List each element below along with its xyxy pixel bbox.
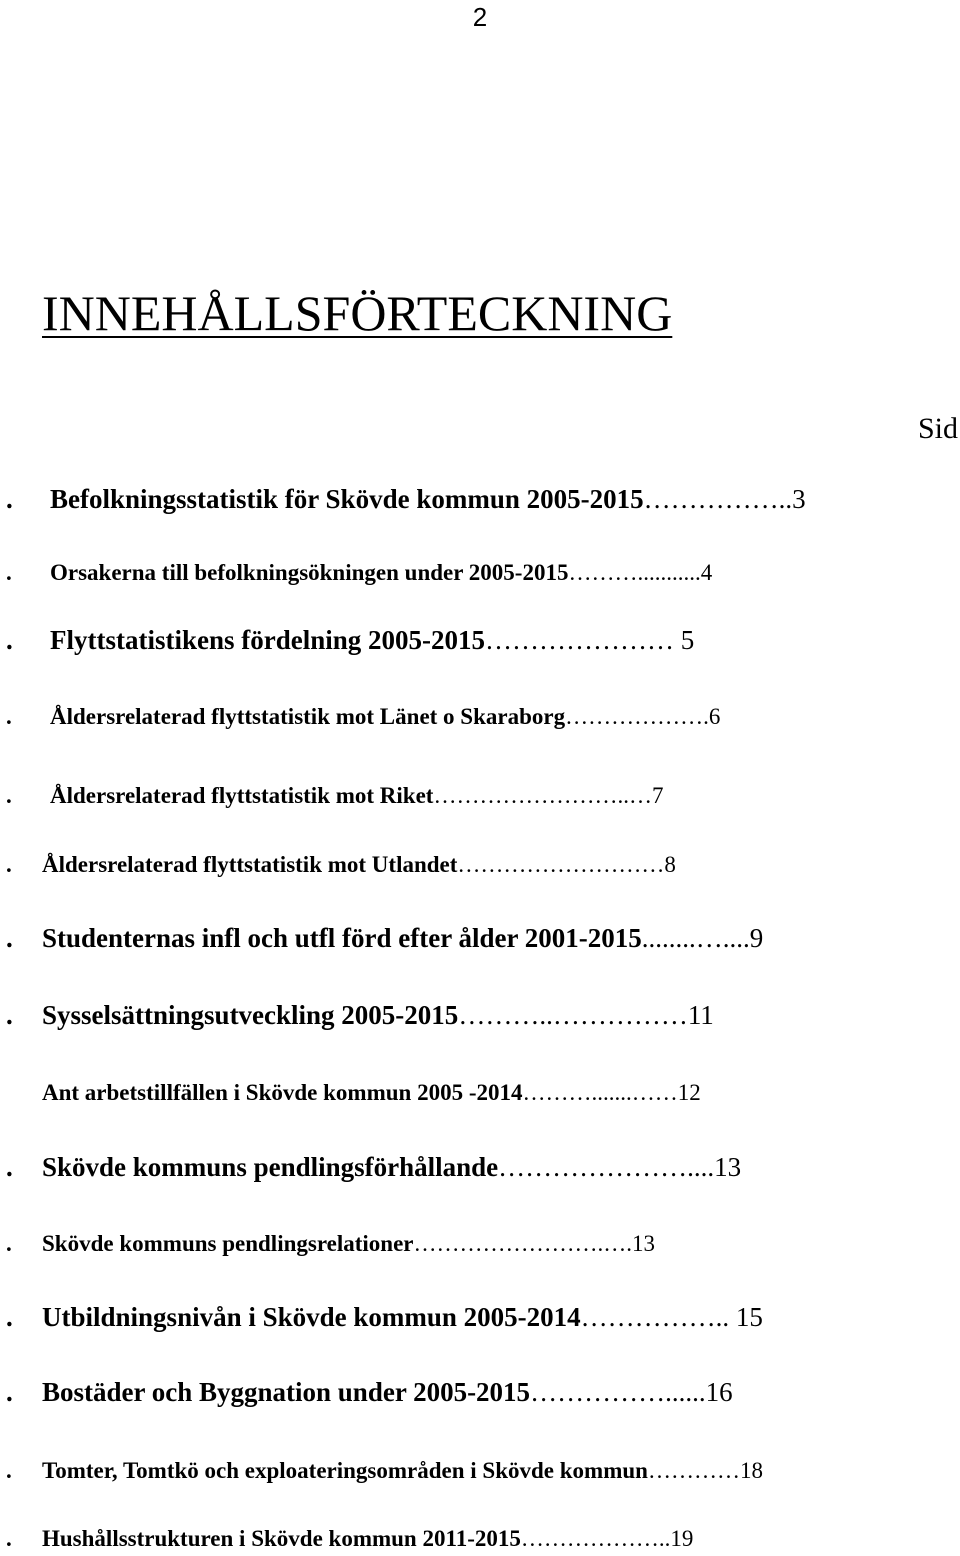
toc-entry-title: Bostäder och Byggnation under 2005-2015 xyxy=(42,1377,531,1407)
toc-entry-bullet: . xyxy=(6,560,12,585)
toc-entry-page: 13 xyxy=(714,1152,742,1182)
toc-entry-leader: ………… xyxy=(647,1458,740,1483)
toc-entry-title: Åldersrelaterad flyttstatistik mot Riket xyxy=(50,783,434,808)
toc-entry-title: Tomter, Tomtkö och exploateringsområden i Skövde kommun xyxy=(42,1458,648,1483)
toc-entry-page: 6 xyxy=(708,704,721,729)
toc-entry-page: 12 xyxy=(677,1080,701,1105)
toc-entry-bullet: . xyxy=(6,484,13,514)
toc-entry-page: 13 xyxy=(631,1231,655,1256)
toc-entry-bullet: . xyxy=(6,783,12,808)
toc-entry-page: 16 xyxy=(705,1377,733,1407)
toc-entry-page: ..4 xyxy=(689,560,713,585)
toc-entry-leader: ……………………..… xyxy=(433,783,652,808)
toc-entry-leader: ……………...... xyxy=(530,1377,706,1407)
toc-title: INNEHÅLLSFÖRTECKNING xyxy=(42,285,673,341)
toc-entry-leader: ………………… xyxy=(485,625,681,655)
toc-entry-page: 11 xyxy=(687,1000,714,1030)
toc-entry-leader: …………………….…. xyxy=(413,1231,632,1256)
toc-entry-title: Skövde kommuns pendlingsförhållande xyxy=(42,1152,499,1182)
toc-entry-bullet: . xyxy=(6,704,12,729)
toc-entry-title: Sysselsättningsutveckling 2005-2015 xyxy=(42,1000,459,1030)
page-number: 2 xyxy=(472,2,488,32)
toc-entry-leader: …………….. xyxy=(643,484,793,514)
toc-entry-page: 5 xyxy=(680,625,695,655)
toc-entry-leader: …………….. xyxy=(580,1302,736,1332)
toc-entry-page: 9 xyxy=(749,923,764,953)
toc-entry-title: Orsakerna till befolkningsökningen under 2005-2015 xyxy=(50,560,569,585)
toc-entry-leader: ........….... xyxy=(641,923,750,953)
toc-entry-title: Åldersrelaterad flyttstatistik mot Utlandet xyxy=(42,852,458,877)
toc-entry-bullet: . xyxy=(6,1526,12,1551)
toc-entry-title: Skövde kommuns pendlingsrelationer xyxy=(42,1231,414,1256)
toc-entry-bullet: . xyxy=(6,1302,13,1332)
toc-entry-bullet: . xyxy=(6,1152,13,1182)
toc-entry-title: Åldersrelaterad flyttstatistik mot Länet o Skaraborg xyxy=(50,704,566,729)
toc-entry-page: 8 xyxy=(664,852,676,877)
toc-entry-bullet: . xyxy=(6,625,13,655)
toc-entry-bullet: . xyxy=(6,852,12,877)
toc-entry-title: Befolkningsstatistik för Skövde kommun 2005-2015 xyxy=(50,484,644,514)
toc-entry-bullet: . xyxy=(6,923,13,953)
toc-entry-page: 3 xyxy=(792,484,806,514)
toc-entry-leader: ………………. xyxy=(565,704,709,729)
toc-entry-leader: ………......... xyxy=(568,560,690,585)
toc-entry-title: Hushållsstrukturen i Skövde kommun 2011-2015 xyxy=(42,1526,521,1551)
toc-entry-leader: ……………………… xyxy=(457,852,665,877)
toc-entry-leader: ……….......…… xyxy=(522,1080,678,1105)
toc-entry-page: 15 xyxy=(735,1302,763,1332)
toc-entry-leader: ……………….. xyxy=(520,1526,671,1551)
toc-entry-page: 18 xyxy=(739,1458,763,1483)
toc-entry-title: Utbildningsnivån i Skövde kommun 2005-2014 xyxy=(42,1302,581,1332)
toc-entry-leader: ………………….... xyxy=(498,1152,715,1182)
toc-entry-bullet: . xyxy=(6,1377,13,1407)
toc-entry-bullet: . xyxy=(6,1231,12,1256)
toc-entry-title: Flyttstatistikens fördelning 2005-2015 xyxy=(50,625,485,655)
toc-entry-leader: ………..…………… xyxy=(458,1000,688,1030)
toc-entry-page: 7 xyxy=(651,783,664,808)
toc-entry-bullet: . xyxy=(6,1000,13,1030)
toc-entry-title: Ant arbetstillfällen i Skövde kommun 2005 -2014 xyxy=(42,1080,523,1105)
toc-entry-title: Studenternas infl och utfl förd efter ålder 2001-2015 xyxy=(42,923,642,953)
sid-column-label: Sid xyxy=(917,412,958,445)
toc-entry-bullet: . xyxy=(6,1458,12,1483)
toc-entry-page: 19 xyxy=(670,1526,694,1551)
